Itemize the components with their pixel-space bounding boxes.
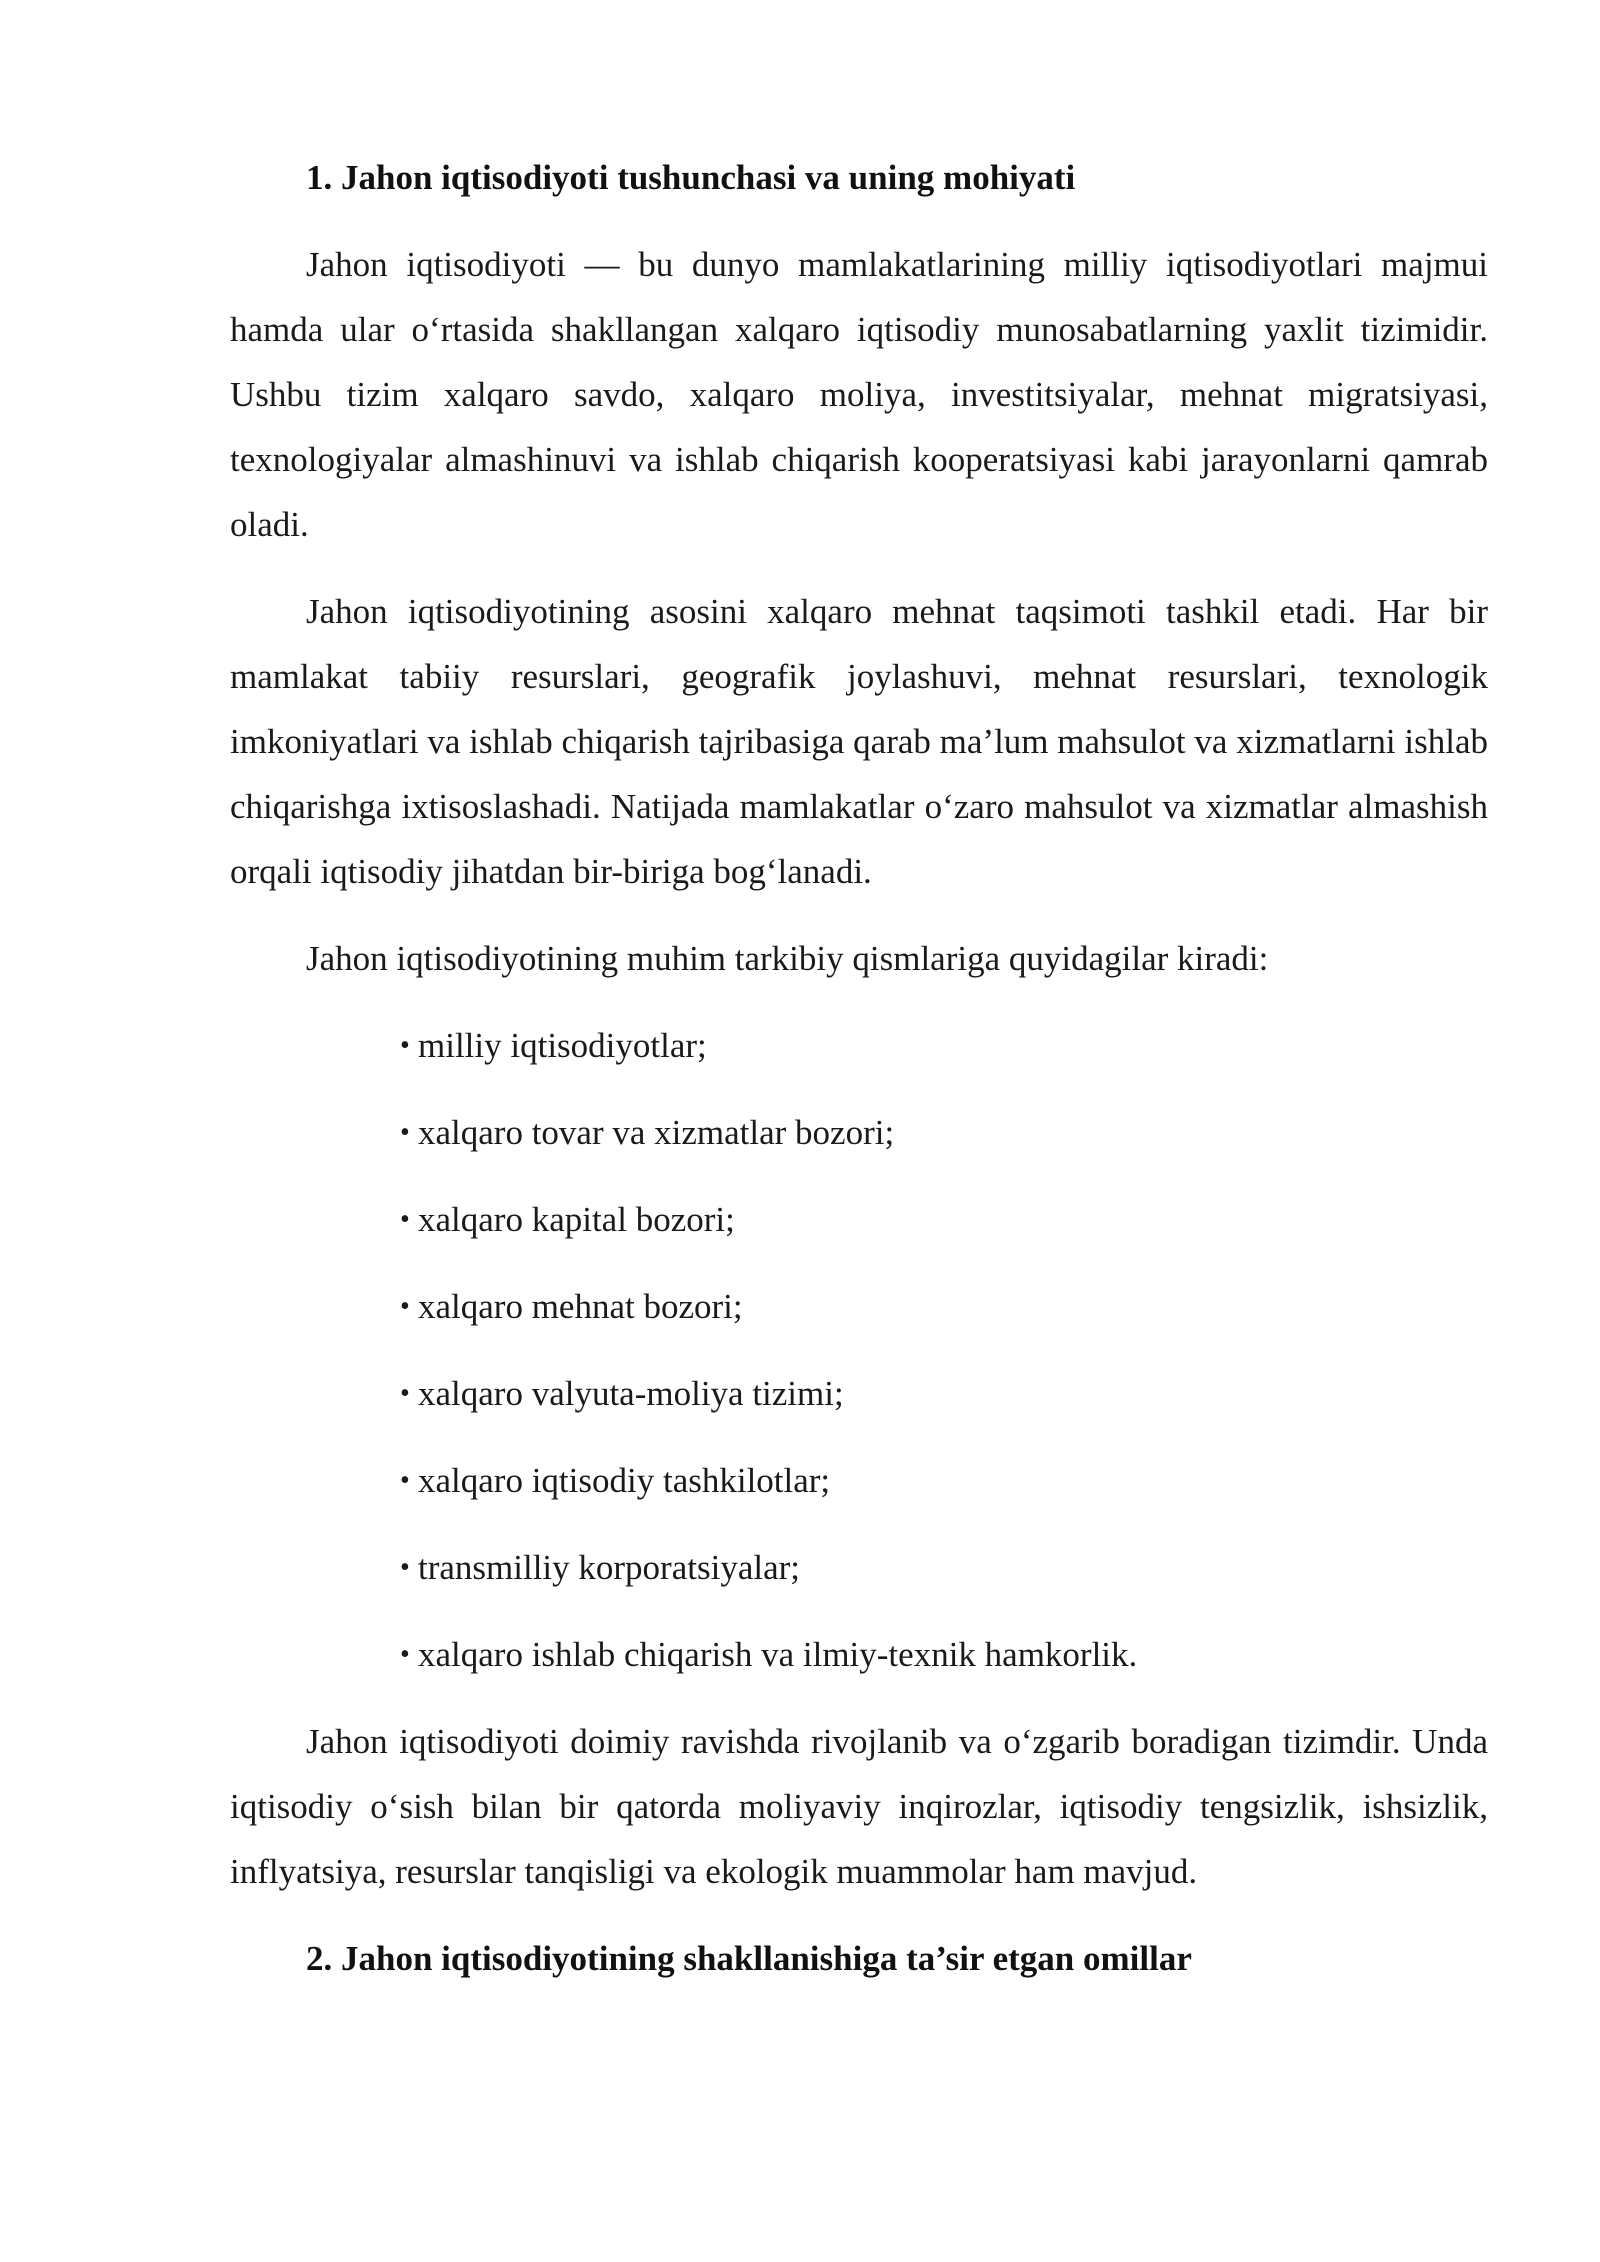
list-item [400, 1535, 1488, 1600]
list-item [400, 1448, 1488, 1513]
list-item [400, 1187, 1488, 1252]
bullet-icon: • [400, 1378, 410, 1409]
list-item [400, 1622, 1488, 1687]
bullet-icon: • [400, 1204, 410, 1235]
paragraph-dynamics: Jahon iqtisodiyoti doimiy ravishda rivojlanib va o‘zgarib boradigan tizimdir. Unda iqtisodiy o‘sish bilan bir qatorda moliyaviy inqirozlar, iqtisodiy tengsizlik, ishsizlik, inflyatsiya, resurslar tanqisligi va ekologik muammolar ham mavjud. [230, 1722, 1488, 1891]
section-2-heading: 2. Jahon iqtisodiyotining shakllanishiga ta’sir etgan omillar [306, 1939, 1192, 1978]
document-content [230, 145, 1488, 1991]
spacer [230, 210, 1488, 232]
list-item-text: milliy iqtisodiyotlar; [418, 1026, 707, 1065]
spacer [230, 904, 1488, 926]
paragraph-definition: Jahon iqtisodiyoti — bu dunyo mamlakatlarining milliy iqtisodiyotlari majmui hamda ular o‘rtasida shakllangan xalqaro iqtisodiy munosabatlarning yaxlit tizimidir. Ushbu tizim xalqaro savdo, xalqaro moliya, investitsiyalar, mehnat migratsiyasi, texnologiyalar almashinuvi va ishlab chiqarish kooperatsiyasi kabi jarayonlarni qamrab oladi. [230, 245, 1488, 544]
section-1-heading: 1. Jahon iqtisodiyoti tushunchasi va uning mohiyati [306, 158, 1076, 197]
list-item-text: transmilliy korporatsiyalar; [418, 1548, 800, 1587]
bullet-icon: • [400, 1291, 410, 1322]
bullet-icon: • [400, 1639, 410, 1670]
list-item-text: xalqaro kapital bozori; [418, 1200, 735, 1239]
list-item-text: xalqaro tovar va xizmatlar bozori; [418, 1113, 895, 1152]
list-item-text: xalqaro iqtisodiy tashkilotlar; [418, 1461, 831, 1500]
spacer [230, 557, 1488, 579]
spacer [230, 991, 1488, 1013]
bullet-icon: • [400, 1552, 410, 1583]
components-list [230, 1013, 1488, 1687]
list-item [400, 1100, 1488, 1165]
spacer [230, 1904, 1488, 1926]
bullet-icon: • [400, 1465, 410, 1496]
list-item-text: xalqaro mehnat bozori; [418, 1287, 743, 1326]
list-item [400, 1013, 1488, 1078]
list-item [400, 1274, 1488, 1339]
paragraph-labor-division: Jahon iqtisodiyotining asosini xalqaro mehnat taqsimoti tashkil etadi. Har bir mamlakat tabiiy resurslari, geografik joylashuvi, mehnat resurslari, texnologik imkoniyatlari va ishlab chiqarish tajribasiga qarab ma’lum mahsulot va xizmatlarni ishlab chiqarishga ixtisoslashadi. Natijada mamlakatlar o‘zaro mahsulot va xizmatlar almashish orqali iqtisodiy jihatdan bir-biriga bog‘lanadi. [230, 592, 1488, 891]
paragraph-components-intro: Jahon iqtisodiyotining muhim tarkibiy qismlariga quyidagilar kiradi: [306, 939, 1269, 978]
list-item-text: xalqaro valyuta-moliya tizimi; [418, 1374, 844, 1413]
bullet-icon: • [400, 1117, 410, 1148]
list-item-text: xalqaro ishlab chiqarish va ilmiy-texnik hamkorlik. [418, 1635, 1138, 1674]
bullet-icon: • [400, 1030, 410, 1061]
list-item [400, 1361, 1488, 1426]
spacer [230, 1687, 1488, 1709]
